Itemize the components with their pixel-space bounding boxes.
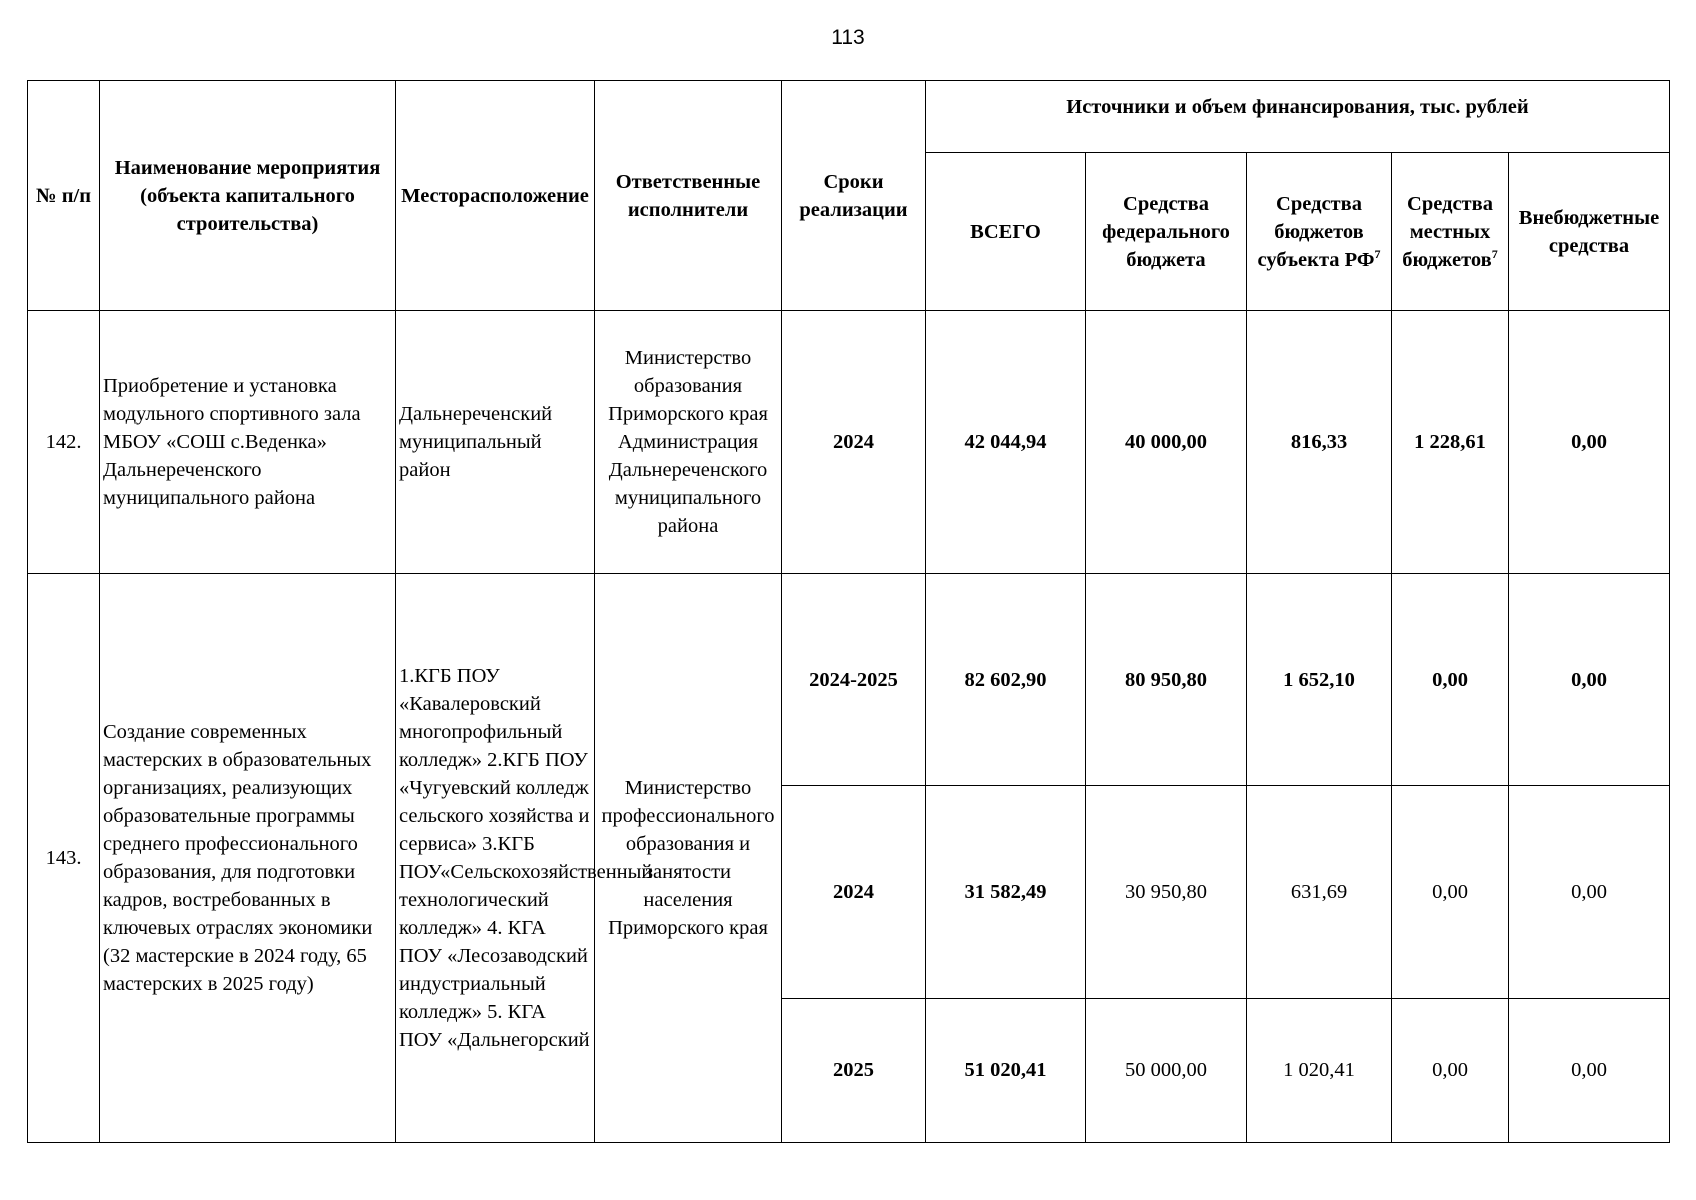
header-federal: Средства федерального бюджета — [1086, 153, 1247, 311]
row-location: 1.КГБ ПОУ «Кавалеровский многопрофильный колледж» 2.КГБ ПОУ «Чугуевский колледж сельского хозяйства и сервиса» 3.КГБ ПОУ«Сельскохозяйственный технологический колледж» 4. КГА ПОУ «Лесозаводский индустриальный колледж» 5. КГА ПОУ «Дальнегорский — [396, 573, 595, 1142]
row-executors: Министерство профессионального образования и занятости населения Приморского края — [595, 573, 782, 1142]
row-total: 31 582,49 — [926, 786, 1086, 999]
row-num: 143. — [28, 573, 100, 1142]
header-subject — [1247, 153, 1392, 311]
row-term: 2024 — [782, 786, 926, 999]
header-subject-footnote: 7 — [1374, 246, 1381, 261]
row-federal: 30 950,80 — [1086, 786, 1247, 999]
row-subject: 816,33 — [1247, 311, 1392, 574]
header-local-footnote: 7 — [1491, 246, 1498, 261]
header-local-label: Средства местных бюджетов — [1402, 192, 1493, 271]
header-num: № п/п — [28, 81, 100, 311]
row-total: 42 044,94 — [926, 311, 1086, 574]
row-local: 0,00 — [1392, 786, 1509, 999]
row-federal: 40 000,00 — [1086, 311, 1247, 574]
header-extra: Внебюджетные средства — [1509, 153, 1670, 311]
funding-table — [27, 80, 1670, 1143]
row-term: 2024-2025 — [782, 573, 926, 786]
row-term: 2024 — [782, 311, 926, 574]
row-subject: 1 020,41 — [1247, 998, 1392, 1142]
header-executors: Ответственные исполнители — [595, 81, 782, 311]
row-name: Создание современных мастерских в образовательных организациях, реализующих образовательные программы среднего профессионального образования, для подготовки кадров, востребованных в ключевых отраслях экономики (32 мастерские в 2024 году, 65 мастерских в 2025 году) — [100, 573, 396, 1142]
row-num: 142. — [28, 311, 100, 574]
page-number: 113 — [831, 26, 865, 49]
row-local: 0,00 — [1392, 998, 1509, 1142]
header-local — [1392, 153, 1509, 311]
row-local: 1 228,61 — [1392, 311, 1509, 574]
row-name: Приобретение и установка модульного спортивного зала МБОУ «СОШ с.Веденка» Дальнереченского муниципального района — [100, 311, 396, 574]
row-extra: 0,00 — [1509, 998, 1670, 1142]
row-subject: 631,69 — [1247, 786, 1392, 999]
row-extra: 0,00 — [1509, 573, 1670, 786]
row-location: Дальнереченский муниципальный район — [396, 311, 595, 574]
header-total: ВСЕГО — [926, 153, 1086, 311]
row-subject: 1 652,10 — [1247, 573, 1392, 786]
row-local: 0,00 — [1392, 573, 1509, 786]
header-name: Наименование мероприятия (объекта капитального строительства) — [100, 81, 396, 311]
row-total: 82 602,90 — [926, 573, 1086, 786]
table-row — [28, 573, 1670, 786]
table-row — [28, 311, 1670, 574]
row-extra: 0,00 — [1509, 311, 1670, 574]
header-location: Месторасположение — [396, 81, 595, 311]
header-subject-label: Средства бюджетов субъекта РФ — [1257, 192, 1375, 271]
row-executors: Министерство образования Приморского края Администрация Дальнереченского муниципального района — [595, 311, 782, 574]
header-terms: Сроки реализации — [782, 81, 926, 311]
row-federal: 80 950,80 — [1086, 573, 1247, 786]
row-term: 2025 — [782, 998, 926, 1142]
row-federal: 50 000,00 — [1086, 998, 1247, 1142]
row-total: 51 020,41 — [926, 998, 1086, 1142]
header-sources: Источники и объем финансирования, тыс. рублей — [926, 81, 1670, 153]
row-extra: 0,00 — [1509, 786, 1670, 999]
